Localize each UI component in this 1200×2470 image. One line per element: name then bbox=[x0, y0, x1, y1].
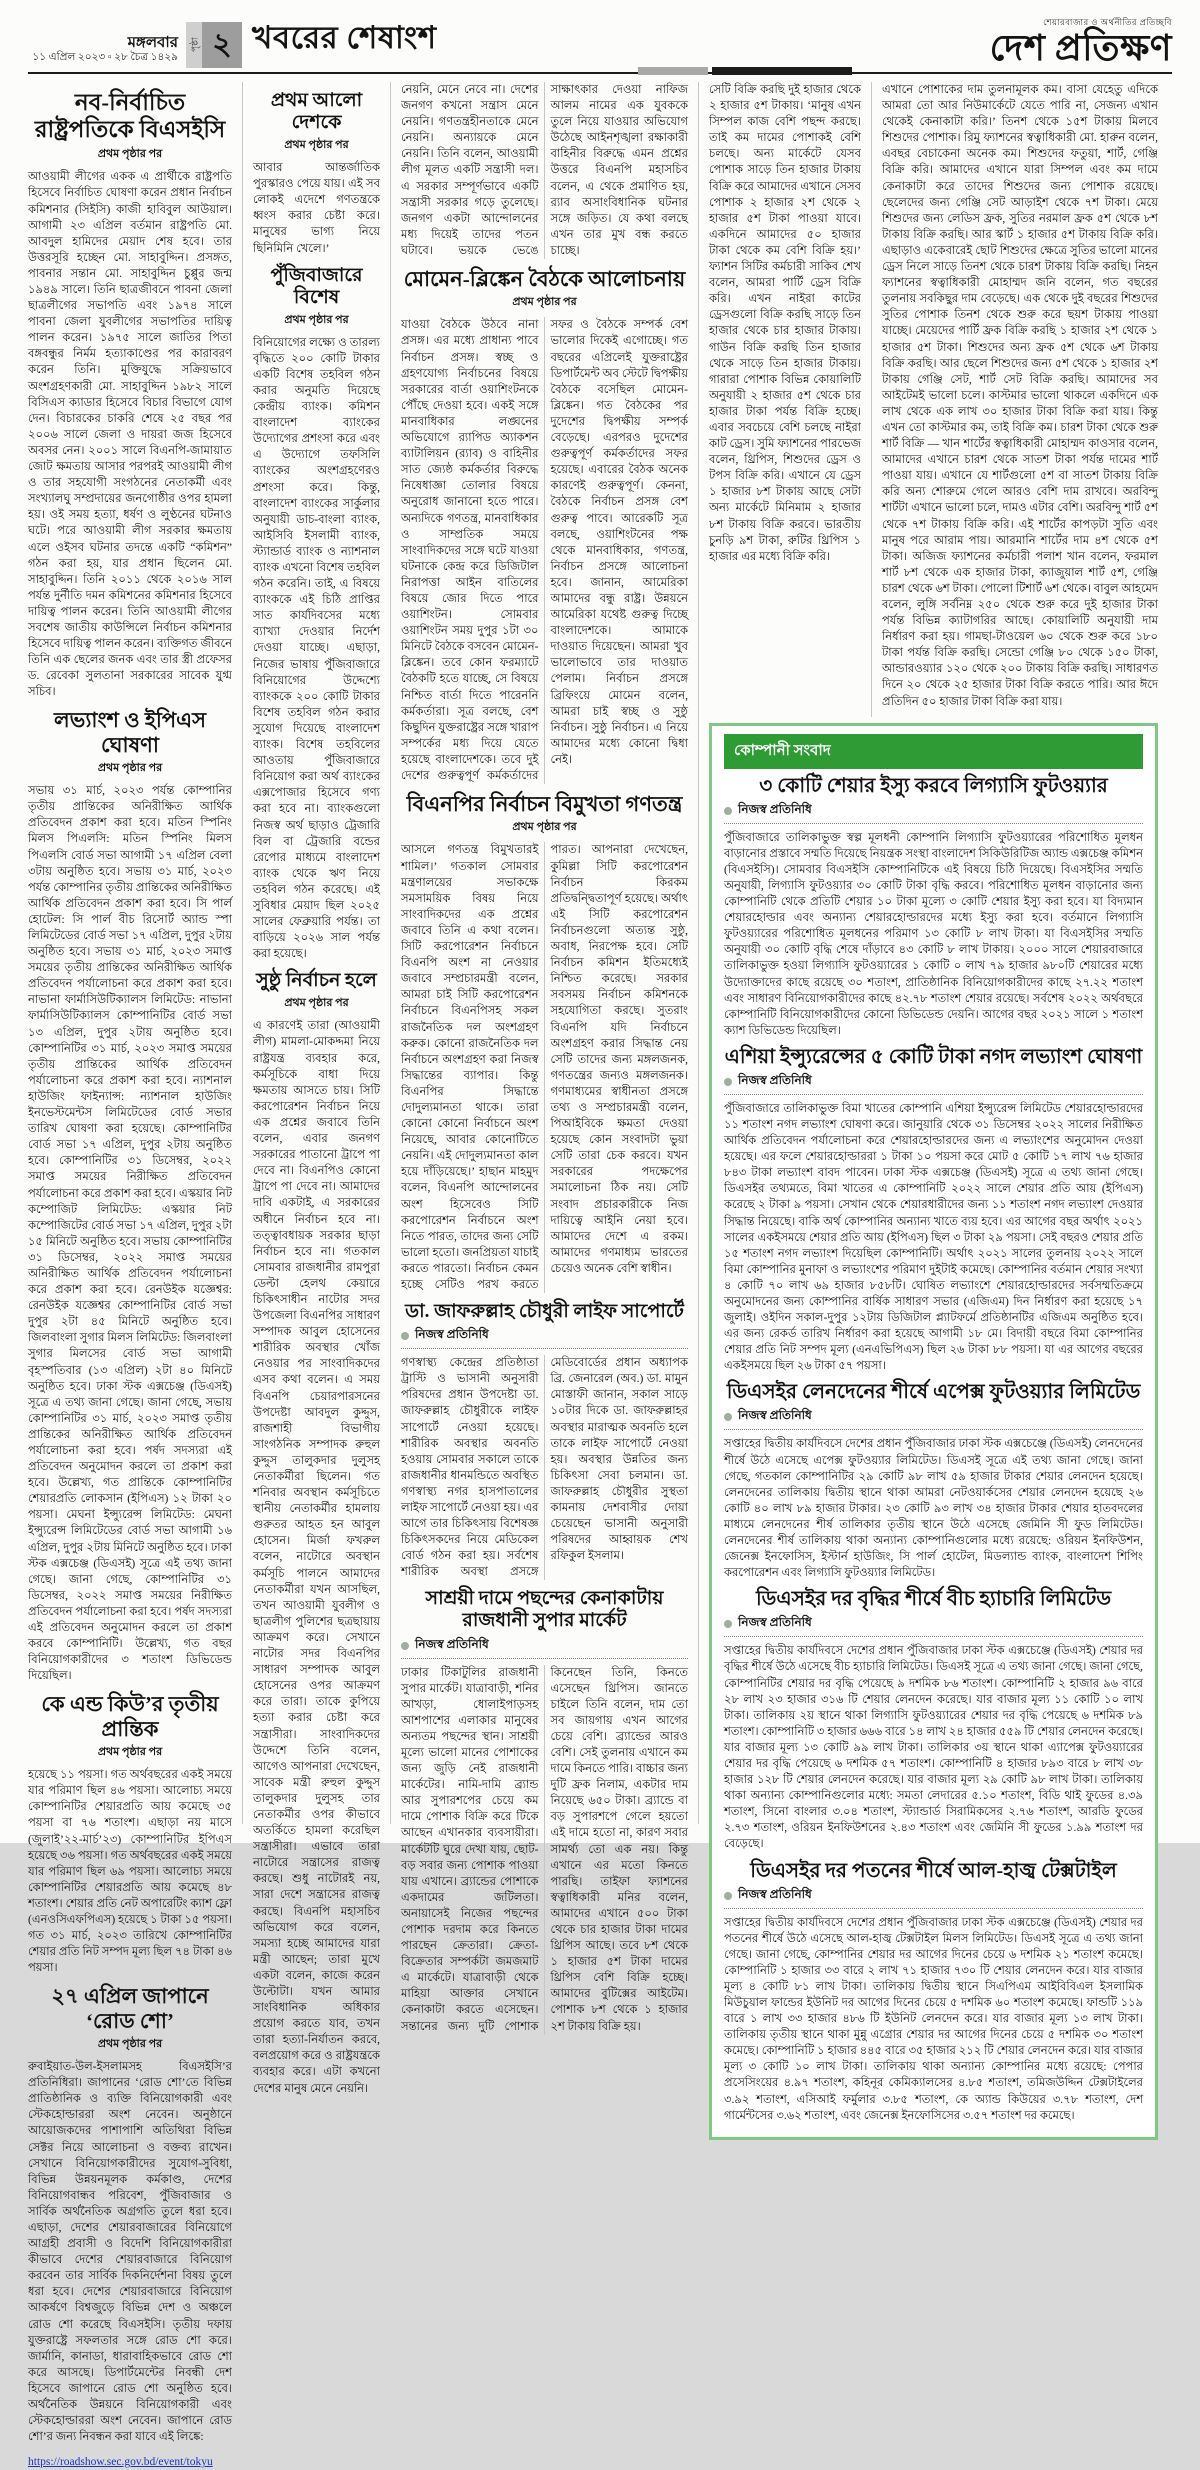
byline-bullet-icon bbox=[401, 1642, 409, 1650]
article-fair-election bbox=[253, 970, 380, 2096]
byline-label: নিজস্ব প্রতিনিধি bbox=[415, 1636, 489, 1651]
box-article-apex-turnover bbox=[724, 1381, 1143, 1581]
article-headline: ডা. জাফরুল্লাহ চৌধুরী লাইফ সাপোর্টে bbox=[405, 1301, 684, 1323]
byline-label: নিজস্ব প্রতিনিধি bbox=[738, 1072, 812, 1087]
page-content bbox=[28, 82, 1172, 2469]
article-body: সপ্তাহের দ্বিতীয় কার্যদিবসে দেশের প্রধান পুঁজিবাজার ঢাকা স্টক এক্সচেঞ্জে (ডিএসই) শেয়ার দর বৃদ্ধির শীর্ষে উঠে এসেছে বীচ হ্যাচারি লিমিটেড। ডিএসই সূত্রে এ তথ্য জানা গেছে। জানা গেছে, কোম্পানিটির শেয়ার দর বৃদ্ধি পেয়েছে ৯ দশমিক ৮৬ শতাংশ। কোম্পানিটি ২ হাজার ৯৬ বারে ২৮ লাখ ২৩ হাজার ৩১৬ টি শেয়ার লেনদেন করেছে। যার বাজার মূল্য ১১ কোটি ১০ লাখ টাকা। তালিকায় ২য় স্থানে থাকা লিগ্যাসি ফুটওয়্যারের শেয়ার দর বৃদ্ধি পেয়েছে ৬ দশমিক ৮৯ শতাংশ। কোম্পানিটি ৩ হাজার ৬৬৬ বারে ১৪ লাখ ২৪ হাজার ৫৫৯ টি শেয়ার লেনদেন করেছে। যার বাজার মূল্য ১৩ কোটি ৯৯ লাখ টাকা। তালিকার ৩য় স্থানে থাকা এ্যাপেক্স ফুটওয়্যারের শেয়ার দর বৃদ্ধি পেয়েছে ৬ দশমিক ৫৭ শতাংশ। কোম্পানিটি ৪ হাজার ৮৯৩ বারে ৮ লাখ ৩৮ হাজার ১২৮ টি শেয়ার লেনদেন করেছে। যার বাজার মূল্য ২৯ কোটি ৯৮ লাখ টাকা। তালিকায় থাকা অন্যান্য কোম্পানিগুলোর মধ্যে: সমতা লেদারের ৫.১০ শতাংশ, বিডি থাই ফুডের ৪.৩৯ শতাংশ, সিনো বাংলার ৩.০৪ শতাংশ, স্ট্যান্ডার্ড সিরামিকসের ২.৭৬ শতাংশ, আরডি ফুডের ২.৭৩ শতাংশ, ওরিয়ন ইনফিউশনের ২.৪৩ শতাংশ এবং জেমিনি সী ফুডের ১.৯৯ শতাংশ দর বেড়েছে। bbox=[724, 1645, 1143, 1851]
byline-label: নিজস্ব প্রতিনিধি bbox=[738, 801, 812, 816]
article-body: এখানে পোশাকের দাম তুলনামূলক কম। বাসা যেহেতু এদিকে আমরা তো আর নিউমার্কেটে যেতে পারি না, সেজন্য এখান থেকেই কেনাকাটা করি।’ তিনশ থেকে ১৫শ টাকায় মিলবে শিশুদের পোশাক। রিমু ফ্যাশনের স্বত্বাধিকারী মো. হারুন বলেন, এবছর বেচাকেনা অনেক কম। শিশুদের ফতুয়া, শার্ট, গেঞ্জি বিক্রি করি। আমাদের এখানে যারা সিম্পল এবং কম দামে কেনাকাটা করে তাদের শিশুদের জন্য পোশাক রয়েছে। ছেলেদের জন্য গেঞ্জি সেট আড়াইশ থেকে ৭শ টাকা। মেয়ে শিশুদের জন্য লেডিস ফ্রক, সুতির নরমাল ফ্রক ৫শ থেকে ৮শ টাকায় বিক্রি করছি। আর স্কার্ট ১ হাজার ৫শ টাকায় বিক্রি করি। এছাড়াও একেবারেই ছোট শিশুদের ক্ষেত্রে সুতির ভালো মানের ড্রেস নিলে সাড়ে তিনশ থেকে চারশ টাকায় বিক্রি করছি। নিহন ফ্যাশনের স্বত্বাধিকারী মোহাম্মদ জনি বলেন, গত বছরের তুলনায় সবকিছুর দাম বেড়েছে। এক থেকে দুই বছরের শিশুদের সুতির পোশাক তিনশ থেকে শুরু করে ছয়শ টাকায় পাওয়া যাচ্ছে। মেয়েদের পার্টি ফ্রক বিক্রি করছি ১ হাজার ২শ থেকে ১ হাজার ৫শ টাকা। শিশুদের অন্য ফ্রক ৫শ থেকে ৬শ টাকায় বিক্রি করছি। আর ছেলে শিশুদের জন্য ৫শ থেকে ১ হাজার ২শ টাকায় গেঞ্জি সেট, শার্ট সেট বিক্রি করছি। আমাদের সব আইটেমই ভালো চলে। কাস্টমার ভালো থাকলে একদিনে এক লাখ থেকে এক লাখ ৩০ হাজার টাকা বিক্রি করা যায়। কিন্তু এখন তো কাস্টমার কম, তাই বিক্রি কম। চারশ টাকা থেকে শুরু শার্ট বিক্রি — খান শার্টের স্বত্বাধিকারী মোহাম্মদ কাওসার বলেন, আমাদের এখানে চারশ থেকে সাতশ টাকা পর্যন্ত দামের শার্ট পাওয়া যায়। এখানে যে শার্টগুলো ৫শ বা সাতশ টাকায় বিক্রি করি অন্য শোরুমে গেলে আরও বেশি দাম রাখবে। অরবিন্দু শার্টটা এখানে ভালো চলে, দামও এটার বেশি। অরবিন্দু শার্ট ৫শ থেকে ৭শ টাকায় বিক্রি করি। এই শার্টের কাপড়টা সুতি এবং মানুষ পরে আরাম পায়। আরমানি শার্টের দাম ৪শ থেকে ৫শ টাকা। অজিজ ফ্যাশনের কর্মচারী পলাশ খান বলেন, ফরমাল শার্ট ৮শ থেকে এক হাজার টাকা, ক্যাজুয়াল শার্ট ৫শ, গেঞ্জি চারশ থেকে ৬শ টাকা। পোলো টিশার্ট ৬শ থেকে। বাবুল আহমেদ বলেন, লুঙ্গি সর্বনিম্ন ২৫০ থেকে শুরু করে দুই হাজার টাকা পর্যন্ত বিভিন্ন ক্যাটাগরির আছে। কোয়ালিটি অনুযায়ী দাম নির্ধারণ করা হয়। গামছা-টাওয়েল ৬০ থেকে শুরু করে ১৮০ টাকা পর্যন্ত বিক্রি করছি। সেন্ডো গেঞ্জি ৮০ থেকে ১৫০ টাকা, আন্ডারওয়্যার ১২০ থেকে ২০০ টাকায় বিক্রি করছি। সাধারণত দিনে ২০ থেকে ২৫ হাজার টাকা বিক্রি করতে পারি। আর ঈদে প্রতিদিন ৫০ হাজার টাকা বিক্রি করা যায়। bbox=[882, 84, 1158, 708]
article-body: পুঁজিবাজারে তালিকাভুক্ত স্বল্প মূলধনী কোম্পানি লিগ্যাসি ফুটওয়্যারের পরিশোধিত মূলধন বাড়ানোর প্রস্তাবে সম্মতি দিয়েছে নিয়ন্ত্রক সংস্থা বাংলাদেশ সিকিউরিটিজ অ্যান্ড এক্সচেঞ্জ কমিশন (বিএসইসি)। সোমবার বিএসইসি কোম্পানিটিকে এই বিষয়ে চিঠি দিয়েছে। বিএসইসির সম্মতি অনুযায়ী, লিগ্যাসি ফুটওয়্যার ৩০ কোটি টাকা বৃদ্ধি করবে। পরিশোধিত মূলধন বাড়ানোর জন্য কোম্পানিটি থেকে প্রতিটি শেয়ার ১০ টাকা মূল্যে ৩ কোটি শেয়ার ইস্যু করা হবে। যা বিদ্যমান শেয়ারহোল্ডার এবং অন্যান্য শেয়ারহোল্ডারদের মধ্যে ইস্যু করা হবে। বর্তমানে লিগ্যাসি ফুটওয়্যারের পরিশোধিত মূলধনের পরিমাণ ১৩ কোটি ৮ লাখ টাকা। যা বিএসইসির সম্মতি অনুযায়ী ৩০ কোটি বৃদ্ধি শেষে দাঁড়াবে ৪৩ কোটি ৮ লাখ টাকায়। ২০০০ সালে শেয়ারবাজারে তালিকাভুক্ত হওয়া লিগ্যাসি ফুটওয়্যারের ১ কোটি ০ লাখ ৭৯ হাজার ৯৮০টি শেয়ারের মধ্যে উদ্যোক্তাদের কাছে রয়েছে ৩০ শতাংশ, প্রাতিষ্ঠানিক বিনিয়োগকারীদের কাছে ২৭.২২ শতাংশ এবং সাধারণ বিনিয়োগকারীদের কাছে ৪২.৭৮ শতাংশ শেয়ার রয়েছে। সর্বশেষ ২০২২ অর্থবছরে কোম্পানিটি বিনিয়োগকারীদের কোনো ডিভিডেন্ড দেয়নি। আগের বছর ২০২১ সালে ১ শতাংশ ক্যাশ ডিভিডেন্ড দিয়েছিল। bbox=[724, 831, 1143, 1037]
article-body: যাওয়া বৈঠকে উঠবে নানা প্রসঙ্গ। এর মধ্যে প্রাধান্য পাবে নির্বাচন প্রসঙ্গ। স্বচ্ছ ও গ্রহণযোগ্য নির্বাচনের বিষয়ে সরকারের বার্তা ওয়াশিংটনকে পৌঁছে দেওয়া হবে। একই সঙ্গে মানবাধিকার লঙ্ঘনের অভিযোগে র‍্যাপিড অ্যাকশন ব্যাটালিয়ন (র‍্যাব) ও বাহিনীর সাত জ্যেষ্ঠ কর্মকর্তার বিরুদ্ধে নিষেধাজ্ঞা তোলার বিষয়ে অনুরোধ জানানো হতে পারে। অন্যদিকে গণতন্ত্র, মানবাধিকার ও সাম্প্রতিক সময়ে সাংবাদিকদের সঙ্গে ঘটে যাওয়া ঘটনাকে কেন্দ্র করে ডিজিটাল নিরাপত্তা আইন বাতিলের বিষয়ে জোর দিতে পারে ওয়াশিংটন। সোমবার ওয়াশিংটন সময় দুপুর ১টা ৩০ মিনিটে বৈঠকে বসবেন মোমেন-ব্লিঙ্কেন। তবে কোন ফরম্যাটে বৈঠকটি হতে যাচ্ছে, সে বিষয়ে নিশ্চিত বার্তা দিতে পারেননি কর্মকর্তারা। সূত্র বলছে, বেশ কিছুদিন যুক্তরাষ্ট্রের সঙ্গে খারাপ সম্পর্কের মধ্য দিয়ে যেতে হয়েছে বাংলাদেশকে। তবে দুই দেশের গুরুত্বপূর্ণ কর্মকর্তাদের সফর ও বৈঠকে সম্পর্ক বেশ ভালোর দিকেই এগোচ্ছে। গত বছরের এপ্রিলেই যুক্তরাষ্ট্রের ডিপার্টমেন্ট অব স্টেটে দ্বিপক্ষীয় বৈঠকে বসেছিল মোমেন-ব্লিঙ্কেন। গত বৈঠকের পর দুদেশের দ্বিপক্ষীয় সম্পর্ক বেড়েছে। এরপরও দুদেশের গুরুত্বপূর্ণ কর্মকর্তাদের সফর হয়েছে। এবারের বৈঠক অনেক কারণেই গুরুত্বপূর্ণ। কেননা, বৈঠকে নির্বাচন প্রসঙ্গ বেশ গুরুত্ব পাবে। আরেকটি সূত্র বলছে, ওয়াশিংটনের পক্ষ থেকে মানবাধিকার, গণতন্ত্র, নির্বাচন প্রসঙ্গে আলোচনা হবে। জানান, আমেরিকা আমাদের বন্ধু রাষ্ট্র। উন্নয়নে আমেরিকা যথেষ্ট গুরুত্ব দিচ্ছে বাংলাদেশকে। আমাকে দাওয়াত দিয়েছেন। আমরা খুব ভালোভাবে তার দাওয়াত পেলাম। নির্বাচন প্রসঙ্গে ব্রিফিংয়ে মোমেন বলেন, আমরা চাই স্বচ্ছ ও সুষ্ঠু নির্বাচন। সুষ্ঠু নির্বাচন। এ নিয়ে আমাদের মধ্যে কোনো দ্বিধা নেই। bbox=[401, 319, 689, 783]
continued-from-front: প্রথম পৃষ্ঠার পর bbox=[97, 1746, 163, 1759]
right-region bbox=[698, 82, 1158, 2122]
byline-label: নিজস্ব প্রতিনিধি bbox=[738, 1408, 812, 1423]
article-headline: এশিয়া ইন্স্যুরেন্সের ৫ কোটি টাকা নগদ লভ্যাংশ ঘোষণা bbox=[724, 1045, 1143, 1068]
continued-from-front: প্রথম পৃষ্ঠার পর bbox=[97, 2038, 163, 2051]
continued-from-front: প্রথম পৃষ্ঠার পর bbox=[284, 313, 349, 326]
dotted-divider bbox=[401, 1658, 688, 1659]
dotted-divider bbox=[401, 1348, 688, 1349]
article-body: সপ্তাহের দ্বিতীয় কার্যদিবসে দেশের প্রধান পুঁজিবাজার ঢাকা স্টক এক্সচেঞ্জে (ডিএসই) লেনদেনের শীর্ষে উঠে এসেছে এপেক্স ফুটওয়্যার লিমিটেড। ডিএসই সূত্রে এই তথ্য জানা গেছে। জানা গেছে, গতকাল কোম্পানিটির ২৯ কোটি ৯৮ লাখ ৫৯ হাজার টাকার শেয়ার লেনদেন হয়েছে। লেনদেনের তালিকায় দ্বিতীয় স্থানে থাকা আমরা নেটওয়ার্কসের শেয়ার লেনদেন হয়েছে ২৬ কোটি ৪০ লাখ ৮৯ হাজার টাকার। ২৩ কোটি ৯৩ লাখ ৩৪ হাজার টাকার শেয়ার হাতবদলের মাধ্যমে লেনদেনের শীর্ষ তালিকার তৃতীয় স্থানে উঠে এসেছে জেমিনি সী ফুড লিমিটেড। লেনদেনের শীর্ষ তালিকায় থাকা অন্যান্য কোম্পানিগুলোর মধ্যে রয়েছে: ওরিয়ন ইনফিউশন, জেনেক্স ইনফোসিস, ইস্টার্ন হাউজিং, সি পার্ল হোটেল, মিডল্যান্ড ব্যাংক, বাংলাদেশ শিপিং করপোরেশন এবং লিগ্যাসি ফুটওয়্যার লিমিটেড। bbox=[724, 1438, 1143, 1580]
section-title: খবরের শেষাংশ bbox=[252, 20, 437, 55]
byline bbox=[724, 801, 1143, 821]
page-label: পৃষ্ঠা bbox=[186, 22, 202, 68]
article-dividend-eps bbox=[28, 708, 232, 1684]
article-japan-roadshow bbox=[28, 1984, 232, 2470]
box-article-asia-insurance bbox=[724, 1046, 1143, 1375]
masthead-tagline: শেয়ারবাজার ও অর্থনীতির প্রতিচ্ছবি bbox=[1043, 17, 1172, 27]
byline bbox=[724, 1886, 1143, 1906]
page-number-tab bbox=[186, 22, 242, 68]
article-momen-blinken bbox=[401, 267, 688, 784]
byline-label: নিজস্ব প্রতিনিধি bbox=[738, 1886, 812, 1901]
article-headline: মোমেন-ব্লিঙ্কেন বৈঠকে আলোচনায় bbox=[403, 267, 686, 292]
decorative-bar-gray bbox=[638, 67, 708, 75]
dotted-divider bbox=[724, 1429, 1143, 1430]
article-headline: ডিএসইর লেনদেনের শীর্ষে এপেক্স ফুটওয়্যার লিমিটেড bbox=[726, 1381, 1141, 1404]
dotted-divider bbox=[724, 1908, 1143, 1909]
page-header bbox=[28, 10, 1172, 68]
byline bbox=[724, 1407, 1143, 1427]
article-body: আবার আন্তর্জাতিক পুরস্কারও পেয়ে যায়। এই সব লোকই এদেশে গণতন্ত্রকে ধ্বংস করার চেষ্টা করে। মানুষের ভাগ্য নিয়ে ছিনিমিনি খেলে।’ bbox=[253, 162, 380, 255]
decorative-bar-black bbox=[712, 67, 852, 75]
article-headline: কে এন্ড কিউ’র তৃতীয় প্রান্তিক bbox=[41, 1692, 219, 1741]
byline-bullet-icon bbox=[724, 1892, 732, 1900]
article-headline: সুষ্ঠু নির্বাচন হলে bbox=[256, 970, 377, 992]
weekday-label: মঙ্গলবার bbox=[127, 34, 178, 51]
article-body: আওয়ামী লীগের একক এ প্রার্থীকে রাষ্ট্রপতি হিসেবে নির্বাচিত ঘোষণা করেন প্রধান নির্বাচন কমিশনার (সিইসি) কাজী হাবিবুল আউয়াল। আগামী ২৩ এপ্রিল বর্তমান রাষ্ট্রপতি মো. আবদুল হামিদের মেয়াদ শেষ হবে। তার উত্তরসূরি হচ্ছেন মো. সাহাবুদ্দিন। প্রসঙ্গত, পাবনার সন্তান মো. সাহাবুদ্দিন চুপ্পুর জন্ম ১৯৪৯ সালে। তিনি ছাত্রজীবনে পাবনা জেলা ছাত্রলীগের সভাপতি এবং ১৯৭৪ সালে পাবনা জেলা যুবলীগের সভাপতির দায়িত্ব পালন করেন। ১৯৭৫ সালে জাতির পিতা বঙ্গবন্ধুর নির্মম হত্যাকাণ্ডের পর কারাবরণ করেন তিনি। মুক্তিযুদ্ধে সক্রিয়ভাবে অংশগ্রহণকারী মো. সাহাবুদ্দিন ১৯৮২ সালে বিসিএস ক্যাডার হিসেবে বিচার বিভাগে যোগ দেন। বিচারকের চাকরি শেষে ২৫ বছর পর ২০০৬ সালে জেলা ও দায়রা জজ হিসেবে অবসর নেন। ২০০১ সালে বিএনপি-জামায়াত জোট ক্ষমতায় আসার পরপরই আওয়ামী লীগ ও তার সহযোগী সংগঠনের নেতাকর্মী এবং সংখ্যালঘু সম্প্রদায়ের জনগোষ্ঠীর ওপর হামলা হয়। ওই সময় হত্যা, ধর্ষণ ও লুণ্ঠনের ঘটনাও ঘটে। পরে আওয়ামী লীগ সরকার ক্ষমতায় এলে ওইসব ঘটনার তদন্তে একটি “কমিশন” গঠন করা হয়, যার প্রধান ছিলেন মো. সাহাবুদ্দিন। তিনি ২০১১ থেকে ২০১৬ সাল পর্যন্ত দুর্নীতি দমন কমিশনের কমিশনার হিসেবে দায়িত্ব পালন করেন। তিনি আওয়ামী লীগের সবশেষ জাতীয় কাউন্সিলে নির্বাচন কমিশনার হিসেবে দায়িত্ব পালন করেন। ব্যক্তিগত জীবনে তিনি এক ছেলের জনক এবং তার স্ত্রী প্রফেসর ড. রেবেকা সুলতানা সরকারের সাবেক যুগ্ম সচিব। bbox=[28, 171, 232, 699]
article-headline: ডিএসইর দর পতনের শীর্ষে আল-হাজ্ব টেক্সটাইল bbox=[750, 1859, 1117, 1882]
continuation-column-a bbox=[709, 82, 861, 717]
article-headline: সাশ্রয়ী দামে পছন্দের কেনাকাটায় রাজধানী সুপার মার্কেট bbox=[425, 1588, 664, 1632]
article-body: বিনিয়োগের লক্ষ্যে ও তারল্য বৃদ্ধিতে ২০০ কোটি টাকার একটি বিশেষ তহবিল গঠন করার অনুমতি দিয়েছে কেন্দ্রীয় ব্যাংক। কমিশন বাংলাদেশ ব্যাংকের উদ্যোগের প্রশংসা করে এবং এ উদ্যোগে তফসিলি ব্যাংকের অংশগ্রহণেরও প্রশংসা করে। কিন্তু, বাংলাদেশ ব্যাংকের সার্কুলার অনুযায়ী ডাচ-বাংলা ব্যাংক, আইসিবি ইসলামী ব্যাংক, স্ট্যান্ডার্ড ব্যাংক ও ন্যাশনাল ব্যাংক এখনো বিশেষ তহবিল গঠন করেনি। তাই, এ বিষয়ে ব্যাংককে এই চিঠি প্রাপ্তির সাত কার্যদিবসের মধ্যে ব্যাখ্যা দেওয়ার নির্দেশ দেওয়া যাচ্ছে। এছাড়া, নিজের ভাষায় পুঁজিবাজারে বিনিয়োগের উদ্দেশ্যে ব্যাংককে ২০০ কোটি টাকার বিশেষ তহবিল গঠন করার সুযোগ দিয়েছে বাংলাদেশ ব্যাংক। বিশেষ তহবিলের আওতায় পুঁজিবাজারে বিনিয়োগ করা অর্থ ব্যাংকের এক্সপোজার হিসেবে গণ্য করা হবে না। ব্যাংকগুলো নিজস্ব অর্থ ছাড়াও ট্রেজারি বিল বা ট্রেজারি বন্ডের রেপোর মাধ্যমে বাংলাদেশ ব্যাংক থেকে ঋণ নিয়ে তহবিল গঠন করেছে। এই সুবিধার মেয়াদ ছিল ২০২৫ সালের ফেব্রুয়ারি পর্যন্ত। তা বাড়িয়ে ২০২৬ সাল পর্যন্ত করা হয়েছে। bbox=[253, 336, 380, 961]
article-capital-market-fund bbox=[253, 265, 380, 963]
byline-label: নিজস্ব প্রতিনিধি bbox=[415, 1327, 489, 1342]
byline bbox=[724, 1072, 1143, 1092]
article-president-bsec bbox=[28, 90, 232, 700]
article-body: রুবাইয়াত-উল-ইসলামসহ বিএসইসি’র প্রতিনিধিরা। জাপানের ‘রোড শো’তে বিভিন্ন প্রাতিষ্ঠানিক ও ব্যক্তি বিনিয়োগকারী এবং স্টেকহোল্ডাররা অংশ নেবেন। অনুষ্ঠানে আয়োজকদের পাশাপাশি অতিথিরা বিভিন্ন সেক্টর নিয়ে আলোচনা ও বক্তব্য রাখেন। সেখানে বিনিয়োগকারীদের সুযোগ-সুবিধা, বিভিন্ন উন্নয়নমূলক কর্মকাণ্ড, দেশের বিনিয়োগবান্ধব পরিবেশ, পুঁজিবাজার ও সার্বিক অর্থনৈতিক অগ্রগতি তুলে ধরা হবে। এছাড়া, দেশের শেয়ারবাজারের বিনিয়োগে আগ্রহী প্রবাসী ও বিদেশি বিনিয়োগকারীরা কীভাবে দেশের শেয়ারবাজারে বিনিয়োগ করবেন তার সার্বিক দিকনির্দেশনা বিষয় তুলে ধরা হবে। দেশের শেয়ারবাজারে বিনিয়োগ আকর্ষণে বিশ্বজুড়ে বিভিন্ন দেশ ও অঞ্চলে রোড শো করেছে বিএসইসি। তৃতীয় দফায় যুক্তরাষ্ট্রে সফলতার সঙ্গে রোড শো করে। জার্মানি, কানাডা, ধারাবাহিকভাবে রোড শো করে আসছে। ডিপার্টমেন্টের নিবন্ধী দেশ হিসেবে জাপানে রোড শো অনুষ্ঠিত হবে। অর্থনৈতিক উন্নয়নে বিনিয়োগকারী এবং স্টেকহোল্ডাররা অংশ নেবেন। জাপানে রোড শো’র জন্য নিবন্ধন করা যাবে এই লিঙ্কে: bbox=[28, 2061, 232, 2444]
box-article-legacy-footwear bbox=[724, 775, 1143, 1039]
article-body: সপ্তাহের দ্বিতীয় কার্যদিবসে দেশের প্রধান পুঁজিবাজার ঢাকা স্টক এক্সচেঞ্জে (ডিএসই) শেয়ার দর পতনের শীর্ষে উঠে এসেছে আল-হাজ্ব টেক্সটাইল মিলস লিমিটেড। ডিএসই সূত্রে এ তথ্য জানা গেছে। জানা গেছে, কোম্পানির শেয়ার দর আগের দিনের চেয়ে ৬ দশমিক ২১ শতাংশ কমেছে। কোম্পানিটি ১ হাজার ৩৩ বারে ২ লাখ ৭১ হাজার ৭৩০ টি শেয়ার লেনদেন করে। যার বাজার মূল্য ৪ কোটি ৮১ লাখ টাকা। তালিকায় দ্বিতীয় স্থানে সিএপিএম আইবিবিএল ইসলামিক মিউচুয়াল ফান্ডের ইউনিট দর আগের দিনের চেয়ে ৫ দশমিক ৬০ শতাংশ কমেছে। ফান্ডটি ১১৯ বারে ১ লাখ ৩৩ হাজার ৪৮৬ টি ইউনিট লেনদেন করে। যার বাজার মূল্য ১৩ লাখ টাকা। তালিকায় তৃতীয় স্থানে থাকা মুন্নু এগ্রোর শেয়ার দর আগের দিনের চেয়ে ৫ দশমিক ৩০ শতাংশ কমেছে। কোম্পানিটি ১ হাজার ৪৪৫ বারে ৩৫ হাজার ২১২ টি শেয়ার লেনদেন করে। যার বাজার মূল্য ৩ কোটি ১০ লাখ টাকা। তালিকায় থাকা অন্যান্য কোম্পানির মধ্যে রয়েছে: পেপার প্রসেসিংয়ের ৪.৯৭ শতাংশ, কহিনূর কেমিক্যালসের ৪.৮৫ শতাংশ, তমিজউদ্দিন টেক্সটাইলের ৩.৯২ শতাংশ, এসিআই ফর্মুলার ৩.৮৫ শতাংশ, কে অ্যান্ড কিউয়ের ৩.৭৮ শতাংশ, দেশ গার্মেন্টসের ৩.৬২ শতাংশ, এবং জেনেক্স ইনফোসিসের ৩.৫৭ শতাংশ দর কমেছে। bbox=[724, 1916, 1143, 2122]
dotted-divider bbox=[724, 823, 1143, 824]
byline-bullet-icon bbox=[724, 807, 732, 815]
byline-bullet-icon bbox=[724, 1078, 732, 1086]
article-headline: ৩ কোটি শেয়ার ইস্যু করবে লিগ্যাসি ফুটওয়্যার bbox=[759, 774, 1108, 797]
masthead bbox=[990, 16, 1172, 68]
article-headline: নব-নির্বাচিত রাষ্ট্রপতিকে বিএসইসি bbox=[34, 90, 226, 142]
lead-continuation-text: নেয়নি, মেনে নেবে না। দেশের জনগণ কখনো সন্ত্রাস মেনে নেয়নি। গণতন্ত্রহীনতাকে মেনে নেয়নি। অন্যায়কে মেনে নেয়নি। তিনি বলেন, আওয়ামী লীগ মূলত একটি সন্ত্রাসী দল। এ সরকার সম্পূর্ণভাবে একটি সন্ত্রাসী সরকার গড়ে তুলেছে। জনগণ একটা আন্দোলনের মধ্য দিয়েই তাদের পতন ঘটাবে। ভয়কে ভেঙে সাক্ষাৎকার দেওয়া নাফিজ আলম নামের এক যুবককে তুলে নিয়ে যাওয়ার অভিযোগ উঠেছে আইনশৃঙ্খলা রক্ষাকারী বাহিনীর বিরুদ্ধে এমন প্রশ্নের উত্তরে বিএনপি মহাসচিব বলেন, এ থেকে প্রমাণিত হয়, র‍্যাব অসাংবিধানিক ঘটনার সঙ্গে জড়িত। যে কথা বলছে এখন তার মুখ বন্ধ করতে চাচ্ছে। bbox=[401, 84, 688, 257]
roadshow-registration-link[interactable]: https://roadshow.sec.gov.bd/event/tokyu bbox=[28, 2456, 213, 2469]
article-body: পুঁজিবাজারে তালিকাভুক্ত বিমা খাতের কোম্পানি এশিয়া ইন্স্যুরেন্স লিমিটেড শেয়ারহোল্ডারদের ১১ শতাংশ নগদ লভ্যাংশ ঘোষণা করে। জানুয়ারি থেকে ৩১ ডিসেম্বর ২০২২ সালের নিরীক্ষিত আর্থিক প্রতিবেদন পর্যালোচনা করে শেয়ারহোল্ডারদের জন্য এ লভ্যাংশের অনুমোদন দেওয়া হয়েছে। এর ফলে শেয়ারহোল্ডাররা ১ টাকা ১০ পয়সা করে মোট ৫ কোটি ১৭ লাখ ৭৬ হাজার ৮৪৩ টাকা লভ্যাংশ বাবদ পাবেন। ঢাকা স্টক এক্সচেঞ্জ (ডিএসই) সূত্রে এ তথ্য জানা গেছে। ডিএসইর তথ্যমতে, বিমা খাতের এ কোম্পানিটি ২০২২ সালে শেয়ার প্রতি আয় (ইপিএস) করেছে ২ টাকা ৯ পয়সা। সেখান থেকে শেয়ারধারীদের জন্য ১১ শতাংশ নগদ লভ্যাংশ দেওয়ার সিদ্ধান্ত নিয়েছে। বাকি অর্থ কোম্পানির অন্যান্য খাতে ব্যয় হবে। এর আগের বছর অর্থাৎ ২০২১ সালের একইসময়ে শেয়ার প্রতি আয় (ইপিএস) ছিল ৩ টাকা ২৯ পয়সা। সেই বছরও শেয়ার প্রতি ১৫ শতাংশ নগদ লভ্যাংশ দিয়েছিল কোম্পানিটি। অর্থাৎ ২০২১ সালের তুলনায় ২০২২ সালে বিমা কোম্পানির মুনাফা ও লভ্যাংশের পরিমাণ দুইটাই কমেছে। কোম্পানির বর্তমান শেয়ার সংখ্যা ৪ কোটি ৭০ লাখ ৬৯ হাজার ৮৫৮টি। ঘোষিত লভ্যাংশে শেয়ারহোল্ডারদের সর্বসম্মতিক্রমে অনুমোদনের জন্য কোম্পানির বার্ষিক সাধারণ সভার (এজিএম) দিন নির্ধারণ করা হয়েছে ১৭ জুলাই। ওইদিন সকাল-দুপুর ১২টায় ডিজিটাল প্ল্যাটফর্মে প্রতিষ্ঠানটির এজিএম অনুষ্ঠিত হবে। এর জন্য রেকর্ড তারিখ নির্ধারণ করা হয়েছে আগামী ১৮ মে। বিদায়ী বছরে বিমা কোম্পানির শেয়ার প্রতি নিট সম্পদ মূল্য (এনএভিপিএস) ছিল ২৬ টাকা ৮৮ পয়সা। যা এর আগের বছরের একইসময়ে ছিল ২৬ টাকা ৫৭ পয়সা। bbox=[724, 1102, 1143, 1373]
box-article-alhaj-textile-loser bbox=[724, 1860, 1143, 2124]
box-article-beach-hatchery-gainer bbox=[724, 1588, 1143, 1852]
continued-from-front: প্রথম পৃষ্ঠার পর bbox=[97, 148, 163, 161]
article-bnp-election bbox=[401, 792, 688, 1293]
article-body: সভায় ৩১ মার্চ, ২০২৩ পর্যন্ত কোম্পানির তৃতীয় প্রান্তিকের অনিরীক্ষিত আর্থিক প্রতিবেদন প্রকাশ করা হবে। মতিন স্পিনিং মিলস পিএলসি: মতিন স্পিনিং মিলস পিএলসি বোর্ড সভা আগামী ১৭ এপ্রিল বেলা ৩টায় অনুষ্ঠিত হবে। সভায় ৩১ মার্চ, ২০২৩ পর্যন্ত কোম্পানির তৃতীয় প্রান্তিকের অনিরীক্ষিত আর্থিক প্রতিবেদন প্রকাশ করা হবে। সি পার্ল হোটেল: সি পার্ল বীচ রিসোর্ট অ্যান্ড স্পা লিমিটেডের বোর্ড সভা ১৭ এপ্রিল, দুপুর ২টায় অনুষ্ঠিত হবে। সভায় ৩১ মার্চ, ২০২৩ সমাপ্ত সময়ের তৃতীয় প্রান্তিকের অনিরীক্ষিত আর্থিক প্রতিবেদন পর্যালোচনা করে প্রকাশ করা হবে। নাভানা ফার্মাসিউটিক্যালস লিমিটেড: নাভানা ফার্মাসিউটিক্যালস কোম্পানিটির বোর্ড সভা ১৩ এপ্রিল, দুপুর ২টায় অনুষ্ঠিত হবে। কোম্পানিটির ৩১ মার্চ, ২০২৩ সমাপ্ত সময়ের তৃতীয় প্রান্তিকের আর্থিক প্রতিবেদন পর্যালোচনা করে প্রকাশ করা হবে। ন্যাশনাল হাউজিং ফাইন্যান্স: ন্যাশনাল হাউজিং ইনভেস্টমেন্টস লিমিটেডের বোর্ড সভার তারিখ ঘোষণা করা হয়েছে। কোম্পানিটির বোর্ড সভা ১৭ এপ্রিল, দুপুর ২টায় অনুষ্ঠিত হবে। কোম্পানিটির ৩১ ডিসেম্বর, ২০২২ সমাপ্ত সময়ের নিরীক্ষিত প্রতিবেদন পর্যালোচনা করে প্রকাশ করা হবে। এস্কয়ার নিট কম্পোজিট লিমিটেড: এস্কয়ার নিট কম্পোজিটের বোর্ড সভা ১৭ এপ্রিল, দুপুর ২টা ১৫ মিনিটে অনুষ্ঠিত হবে। সভায় কোম্পানিটির ৩১ ডিসেম্বর, ২০২২ সমাপ্ত সময়ের অনিরীক্ষিত আর্থিক প্রতিবেদন পর্যালোচনা করে প্রকাশ করা হবে। রেনউইক যজ্ঞেশ্বর: রেনউইক যজ্ঞেশ্বর কোম্পানিটির বোর্ড সভা দুপুর ২টা ৪৫ মিনিটে অনুষ্ঠিত হবে। জিলবাংলা সুগার মিলস লিমিটেড: জিলবাংলা সুগার মিলসের বোর্ড সভা আগামী বৃহস্পতিবার (১৩ এপ্রিল) ২টা ৪০ মিনিটে অনুষ্ঠিত হবে। ঢাকা স্টক এক্সচেঞ্জ (ডিএসই) সূত্রে এ তথ্য জানা গেছে। জানা গেছে, সভায় কোম্পানিটির ৩১ মার্চ, ২০২৩ সমাপ্ত তৃতীয় প্রান্তিকের অনিরীক্ষিত আর্থিক প্রতিবেদন পর্যালোচনা করা হবে। পর্ষদ সদস্যরা এই প্রতিবেদন অনুমোদন করলে তা প্রকাশ করা হবে। উল্লেখ্য, গত প্রান্তিকে কোম্পানিটির শেয়ারপ্রতি লোকসান (ইপিএস) ১২ টাকা ২০ পয়সা। মেঘনা ইন্স্যুরেন্স লিমিটেড: মেঘনা ইন্স্যুরেন্স লিমিটেডের বোর্ড সভা আগামী ১৬ এপ্রিল, দুপুর ২টায় মিনিটে অনুষ্ঠিত হবে। ঢাকা স্টক এক্সচেঞ্জ (ডিএসই) সূত্রে এই তথ্য জানা গেছে। জানা গেছে, কোম্পানিটির ৩১ ডিসেম্বর, ২০২২ সমাপ্ত সময়ের নিরীক্ষিত প্রতিবেদন পর্যালোচনা করা হবে। পর্ষদ সদস্যরা এই প্রতিবেদন অনুমোদন করলে তা প্রকাশ করবে কোম্পানিটি। উল্লেখ্য, গত বছর বিনিয়োগকারীদের ৩ শতাংশ ডিভিডেন্ড দিয়েছিল। bbox=[28, 785, 232, 1683]
article-body: গণস্বাস্থ্য কেন্দ্রের প্রতিষ্ঠাতা ট্রাস্টি ও ভাসানী অনুসারী পরিষদের প্রধান উপদেষ্টা ডা. জাফরুল্লাহ চৌধুরীকে লাইফ সাপোর্টে নেওয়া হয়েছে। শারীরিক অবস্থার অবনতি হওয়ায় সোমবার সকালে তাকে রাজধানীর ধানমন্ডিতে অবস্থিত গণস্বাস্থ্য নগর হাসপাতালের লাইফ সাপোর্টে নেওয়া হয়। এর আগে তার চিকিৎসায় বিশেষজ্ঞ চিকিৎসকদের নিয়ে মেডিকেল বোর্ড গঠন করা হয়। সর্বশেষ শারীরিক অবস্থা প্রসঙ্গে মেডিবোর্ডের প্রধান অধ্যাপক ব্রি. জেনারেল (অব.) ডা. মামুন মোস্তাফী জানান, সকাল সাড়ে ১০টার দিকে ডা. জাফরুল্লাহর অবস্থার মারাত্মক অবনতি হলে তাকে লাইফ সাপোর্টে নেওয়া হয়। অবস্থার উন্নতির জন্য চিকিৎসা সেবা চলমান। ডা. জাফরুল্লাহ চৌধুরীর সুস্থতা কামনায় দেশবাসীর দোয়া চেয়েছেন ভাসানী অনুসারী পরিষদের আহ্বায়ক শেখ রফিকুল ইসলাম। bbox=[401, 1357, 688, 1579]
company-news-box bbox=[709, 723, 1158, 2140]
continued-from-front: প্রথম পৃষ্ঠার পর bbox=[284, 997, 349, 1010]
continuation-column-b bbox=[871, 82, 1158, 717]
byline-bullet-icon bbox=[724, 1413, 732, 1421]
continued-from-front: প্রথম পৃষ্ঠার পর bbox=[512, 821, 577, 834]
column-2 bbox=[242, 82, 380, 2095]
byline bbox=[724, 1614, 1143, 1634]
article-rajdhani-market bbox=[401, 1588, 688, 2034]
article-zafrullah-life-support bbox=[401, 1301, 688, 1580]
column-1 bbox=[28, 82, 232, 2469]
article-headline: ২৭ এপ্রিল জাপানে ‘রোড শো’ bbox=[51, 1984, 209, 2033]
article-body: এ কারণেই তারা (আওয়ামী লীগ) মামলা-মোকদ্দমা নিয়ে রাষ্ট্রযন্ত্র ব্যবহার করে, কর্মসূচিকে বাধা দিয়ে ক্ষমতায় আসতে চায়। সিটি করপোরেশন নির্বাচন নিয়ে এক প্রশ্নের জবাবে তিনি বলেন, এবার জনগণ সরকারের পাতানো ট্রাপে পা দেবে না। বিএনপিও কোনো ট্রাপে পা দেবে না। আমাদের দাবি একটাই, এ সরকারের অধীনে নির্বাচন হবে না। তত্ত্বাবধায়ক সরকার ছাড়া নির্বাচন হবে না। গতকাল সোমবার রাজধানীর রামপুরা ডেল্টা হেলথ কেয়ারে চিকিৎসাধীন নাটোর সদর উপজেলা বিএনপির সাধারণ সম্পাদক আবুল হোসেনের শারীরিক অবস্থার খোঁজ নেওয়ার পর সাংবাদিকদের এসব কথা বলেন। এ সময় বিএনপি চেয়ারপারসনের উপদেষ্টা আবদুল কুদ্দুস, রাজশাহী বিভাগীয় সাংগঠনিক সম্পাদক রুহুল কুদ্দুস তালুকদার দুলুসহ নেতাকর্মীরা ছিলেন। গত শনিবার অবস্থান কর্মসূচিতে স্থানীয় নেতাকর্মীর হামলায় গুরুতর আহত হন আবুল হোসেন। মির্জা ফখরুল বলেন, নাটোরে অবস্থান কর্মসূচি পালনে আমাদের নেতাকর্মীরা যখন আসছিল, তখন আওয়ামী যুবলীগ ও ছাত্রলীগ পুলিশের ছত্রছায়ায় আক্রমণ করে। সেখানে নাটোর সদর বিএনপির সাধারণ সম্পাদক আবুল হোসেনের ওপর আক্রমণ করে তারা। তাকে কুপিয়ে হত্যা করার চেষ্টা করে সন্ত্রাসীরা। সাংবাদিকদের উদ্দেশে তিনি বলেন, আগেও আপনারা দেখেছেন, সাবেক মন্ত্রী রুহুল কুদ্দুস তালুকদার দুলুসহ তার নেতাকর্মীর ওপর কীভাবে অতর্কিতে হামলা করেছিল সন্ত্রাসীরা। এভাবে তারা নাটোরে সন্ত্রাসের রাজত্ব করছে। শুধু নাটোরই নয়, সারা দেশে সন্ত্রাসের রাজত্ব করছে। বিএনপি মহাসচিব অভিযোগ করে বলেন, সমস্যা হচ্ছে আমাদের যারা মন্ত্রী আছেন; তারা মুখে একটা বলেন, কাজে করেন উল্টোটা। যখন আমার সাংবিধানিক অধিকার প্রয়োগ করতে যাব, তখন তারা হত্যা-নির্যাতন করবে, বলপ্রয়োগ করে ও রাষ্ট্রযন্ত্রকে ব্যবহার করে। এটা কখনো দেশের মানুষ মেনে নেয়নি। bbox=[253, 1020, 380, 2095]
continued-from-front: প্রথম পৃষ্ঠার পর bbox=[97, 762, 163, 775]
byline-bullet-icon bbox=[401, 1332, 409, 1340]
page-number: ২ bbox=[202, 22, 242, 68]
article-knq-quarter bbox=[28, 1692, 232, 1976]
byline-bullet-icon bbox=[724, 1620, 732, 1628]
article-headline: বিএনপির নির্বাচন বিমুখতা গণতন্ত্র bbox=[406, 792, 683, 817]
date-line: ১১ এপ্রিল ২০২৩ ▫ ২৮ চৈত্র ১৪২৯ bbox=[32, 51, 178, 63]
article-body: সেটি বিক্রি করছি দুই হাজার থেকে ২ হাজার ৫শ টাকায়। ‘মানুষ এখন সিম্পল কাজ বেশি পছন্দ করছে। তাই কম দামের পোশাকই বেশি চলছে। অন্য মার্কেটে যেসব পোশাক সাড়ে তিন হাজার টাকায় বিক্রি করে আমাদের এখানে সেসব পোশাক ২ হাজার ২শ থেকে ২ হাজার ৫শ টাকা পাওয়া যাবে। একদিনে আমাদের ৫০ হাজার টাকা থেকে কম বেশি বিক্রি হয়।’ ফ্যাশন সিটির কর্মচারী সাকিব শেখ বলেন, আমরা পার্টি ড্রেস বিক্রি করি। এখন নাইরা কাটের ড্রেসগুলো বিক্রি করছি সাড়ে তিন হাজার থেকে চার হাজার টাকায়। গাউন বিক্রি করছি তিন হাজার থেকে সাড়ে তিন হাজার টাকায়। গারারা পোশাক বিভিন্ন কোয়ালিটি অনুযায়ী ২ হাজার ৫শ থেকে চার হাজার টাকা পর্যন্ত বিক্রি হচ্ছে। এবার সবচেয়ে বেশি চলছে নাইরা কাট ড্রেস। সুমি ফ্যাশনের পারভেজ বলেন, থ্রিপিস, শিশুদের ড্রেস ও টপস বিক্রি করি। এখানে যে ড্রেস ১ হাজার ৮শ টাকায় আছে সেটা অন্য মার্কেটে মিনিমাম ২ হাজার ৮শ টাকায় বিক্রি করবে। ভারতীয় চুনড়ি ৯শ টাকা, রুটির থ্রিপিস ১ হাজার এর মধ্যে বিক্রি করি। bbox=[709, 84, 861, 563]
market-article-continuation bbox=[709, 82, 1158, 717]
continued-from-front: প্রথম পৃষ্ঠার পর bbox=[284, 139, 349, 152]
article-body: ঢাকার টিকাটুলির রাজধানী সুপার মার্কেট। যাত্রাবাড়ী, শনির আখড়া, ধোলাইপাড়সহ আশপাশের এলাকার মানুষের অন্যতম পছন্দের স্থান। সাশ্রয়ী মূল্যে ভালো মানের পোশাকের জন্য জুড়ি নেই রাজধানী মার্কেটের। নামি-দামি ব্র্যান্ড আর সুপারশপের চেয়ে কম দামে পোশাক বিক্রি করে টিকে আছেন এখানকার ব্যবসায়ীরা। মার্কেটটি ঘুরে দেখা যায়, ছোট-বড় সবার জন্য পোশাক পাওয়া যায় এখানে। ব্র্যান্ডের পোশাকে একদামের জটিলতা। অনায়াসেই নিজের পছন্দের পোশাক দরদাম করে কিনতে পারছেন ক্রেতারা। ক্রেতা-বিক্রেতার সম্পর্কটা জমজমাট এ মার্কেটে। যাত্রাবাড়ী থেকে মাহিয়া আক্তার সেখানে কেনাকাটা করতে এসেছেন। সন্তানের জন্য দুটি পোশাক কিনেছেন তিনি, কিনতে এসেছেন থ্রিপিস। জানতে চাইলে তিনি বলেন, দাম তো সব জায়গায় এখন আগের চেয়ে বেশি। ব্র্যান্ডের আরও বেশি। সেই তুলনায় এখানে কম দামে কিনতে পারি। বাচ্চার জন্য দুটি ফ্রক নিলাম, একটার দাম নিয়েছে ৬৫০ টাকা। ব্র্যান্ডে বা বড় সুপারশপে গেলে হয়তো এই দামে হতো না, কারণ সবার সামর্থ্য তো এক নয়। কিন্তু এখানে এর মতো কিনতে পারছি। তাইফা ফ্যাশনের স্বত্বাধিকারী মনির বলেন, আমাদের এখানে ৫০০ টাকা থেকে চার হাজার টাকা দামের থ্রিপিস আছে। তবে ৮শ থেকে ১ হাজার ৫শ টাকা দামের থ্রিপিস বেশি বিক্রি হচ্ছে। আমাদের বুটিক্সের আইটেম। পোশাক ৮শ থেকে ১ হাজার ২শ টাকায় বিক্রি হয়। bbox=[401, 1666, 688, 2033]
header-rule bbox=[28, 72, 1172, 74]
masthead-logo: দেশ প্রতিক্ষণ bbox=[989, 28, 1172, 68]
company-news-header: কোম্পানী সংবাদ bbox=[724, 734, 1143, 769]
article-prothom-alo bbox=[253, 90, 380, 257]
dotted-divider bbox=[724, 1094, 1143, 1095]
article-headline: ডিএসইর দর বৃদ্ধির শীর্ষে বীচ হ্যাচারি লিমিটেড bbox=[755, 1588, 1112, 1611]
date-block bbox=[28, 35, 178, 68]
article-body: হয়েছে ১১ পয়সা। গত অর্থবছরের একই সময়ে যার পরিমাণ ছিল ৪৬ পয়সা। আলোচ্য সময়ে কোম্পানিটির শেয়ারপ্রতি আয় কমেছে ৩৫ পয়সা বা ৭৬ শতাংশ। এছাড়া নয় মাসে (জুলাই’২২-মার্চ’২৩) কোম্পানিটির ইপিএস হয়েছে ৩৬ পয়সা। গত অর্থবছরের একই সময়ে যার পরিমাণ ছিল ৬৯ পয়সা। আলোচ্য সময়ে কোম্পানিটির শেয়ারপ্রতি আয় কমেছে ৪৮ শতাংশ। শেয়ার প্রতি নেট অপারেটিং ক্যাশ ফ্লো (এনওসিএফপিএস) হয়েছে ১ টাকা ১৫ পয়সা। গত ৩১ মার্চ, ২০২৩ তারিখে কোম্পানিটির শেয়ার প্রতি নিট সম্পদ মূল্য ছিল ৭৪ টাকা ৪৬ পয়সা। bbox=[28, 1769, 232, 1975]
article-body: আসলে গণতন্ত্র বিমুখতারই শামিল।’ গতকাল সোমবার মন্ত্রণালয়ের সভাকক্ষে সমসাময়িক বিষয় নিয়ে সাংবাদিকদের এক প্রশ্নের জবাবে তিনি এ কথা বলেন। সিটি করপোরেশন নির্বাচনে বিএনপি অংশ না নেওয়ার জবাবে সম্প্রচারমন্ত্রী বলেন, আমরা চাই সিটি করপোরেশন নির্বাচনে বিএনপিসহ সকল রাজনৈতিক দল অংশগ্রহণ করুক। কোনো রাজনৈতিক দল নির্বাচনে অংশগ্রহণ করা নিজস্ব সিদ্ধান্তের ব্যাপার। কিন্তু বিএনপির সিদ্ধান্তে দোদুল্যমানতা থাকে। তারা কোনো কোনো নির্বাচনে অংশ নিয়েছে, আবার কোনোটিতে নেয়নি। এই দোদুল্যমানতা কাল হয়ে দাঁড়িয়েছে।’ হাছান মাহমুদ বলেন, বিএনপি আন্দোলনের অংশ হিসেবেও সিটি করপোরেশন নির্বাচনে অংশ নিতে পারত, তাদের জন্য সেটি ভালো হতো। জনপ্রিয়তা যাচাই করতে পারতো। নির্বাচন কেমন হচ্ছে সেটিও পরখ করতে পারত। আপনারা দেখেছেন, কুমিল্লা সিটি করপোরেশন নির্বাচন কিরকম প্রতিদ্বন্দ্বিতাপূর্ণ হয়েছে। অর্থাৎ এই সিটি করপোরেশন নির্বাচনগুলো অত্যন্ত সুষ্ঠু, অবাধ, নিরপেক্ষ হবে। সেটি নির্বাচন কমিশন ইতিমধ্যেই নিশ্চিত করেছে। সরকার সবসময় নির্বাচন কমিশনকে সহযোগিতা করছে। সুতরাং বিএনপি যদি নির্বাচনে অংশগ্রহণ করার সিদ্ধান্ত নেয় সেটি তাদের জন্য মঙ্গলজনক, গণতন্ত্রের জন্যও মঙ্গলজনক। গণমাধ্যমের স্বাধীনতা প্রসঙ্গে তথ্য ও সম্প্রচারমন্ত্রী বলেন, পিআইবিকে ক্ষমতা দেওয়া হয়েছে কোন সংবাদটা ভুয়া সেটি তারা চেক করবে। যখন সরকারের পদক্ষেপের সমালোচনা ঠিক নয়। সেটি সংবাদ প্রচারকারীকে নিজ দায়িত্বে আইনি নেয়া হবে। আমাদের দেশে এ রকম। আমাদের গণমাধ্যম ভারতের চেয়েও অনেক বেশি স্বাধীন। bbox=[401, 844, 688, 1291]
byline-label: নিজস্ব প্রতিনিধি bbox=[738, 1615, 812, 1630]
article-headline: প্রথম আলো দেশকে bbox=[270, 90, 363, 134]
article-headline: পুঁজিবাজারে বিশেষ bbox=[270, 264, 363, 308]
article-headline: লভ্যাংশ ও ইপিএস ঘোষণা bbox=[54, 708, 206, 757]
columns-3-4 bbox=[390, 82, 689, 2033]
dotted-divider bbox=[724, 1636, 1143, 1637]
continued-from-front: প্রথম পৃষ্ঠার পর bbox=[512, 296, 577, 309]
byline bbox=[401, 1326, 688, 1346]
byline bbox=[401, 1636, 688, 1656]
